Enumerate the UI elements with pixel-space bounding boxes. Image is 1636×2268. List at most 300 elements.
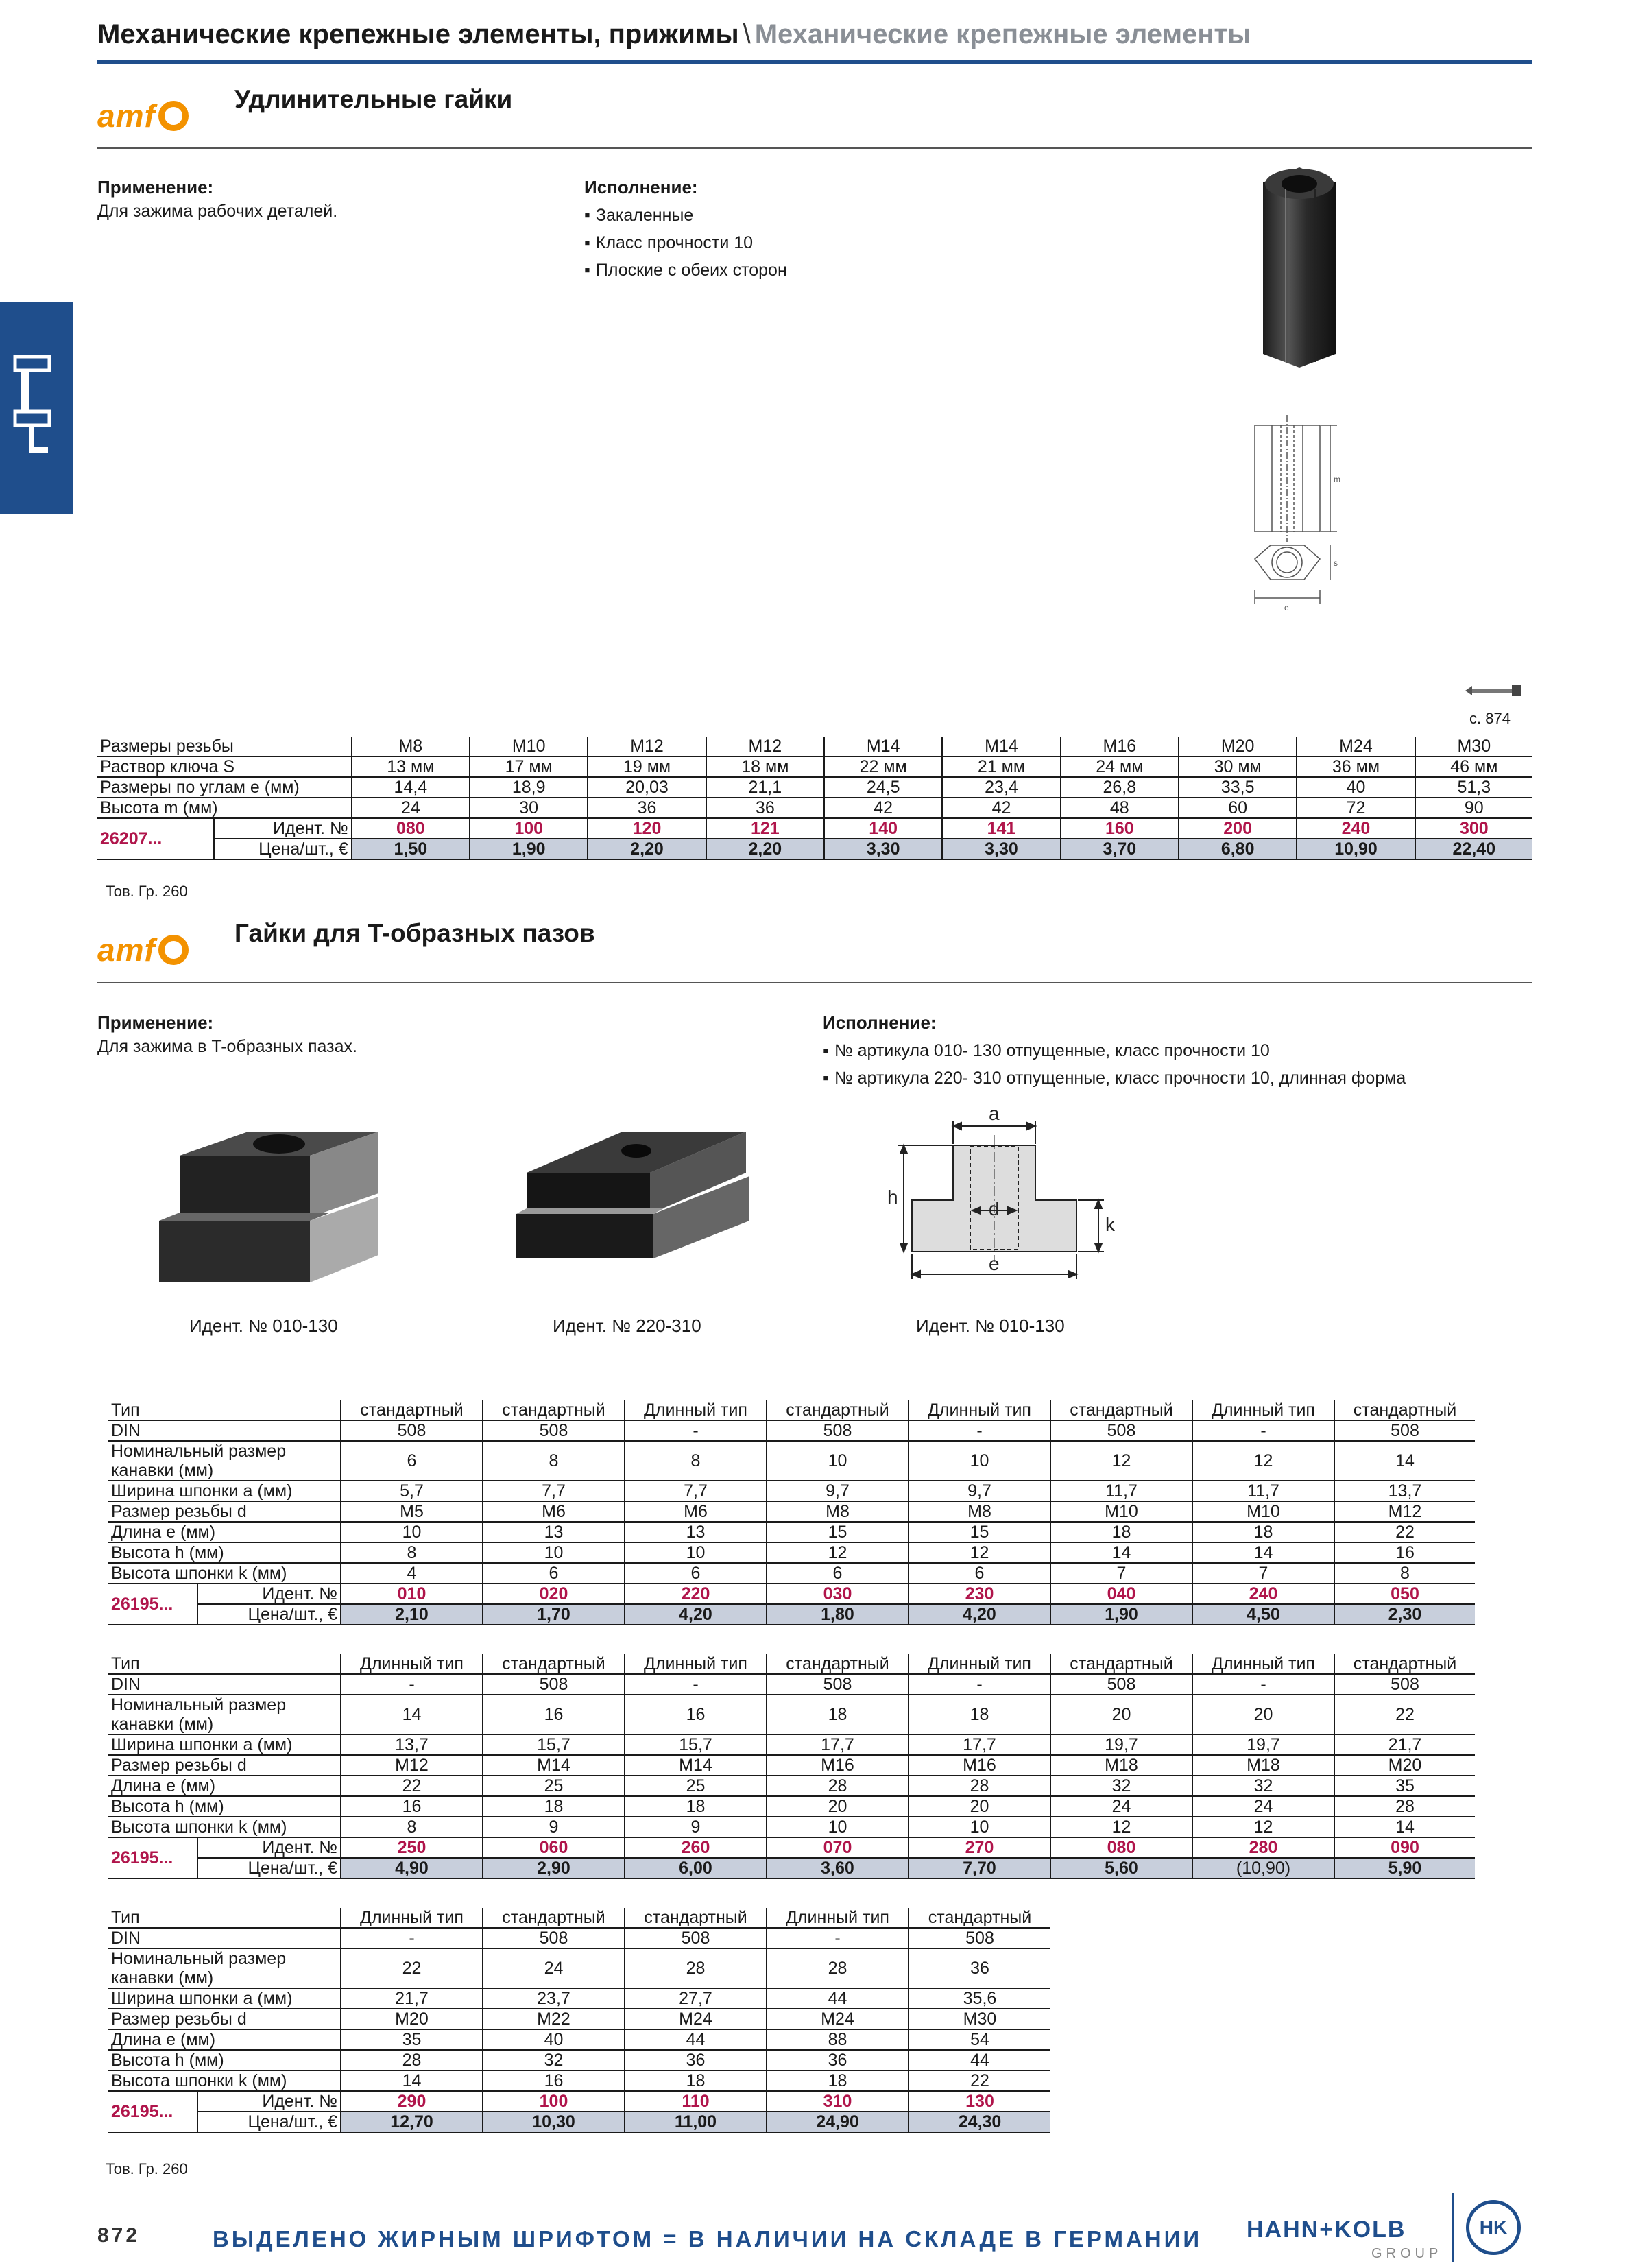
ident-label: Идент. № [214, 818, 351, 839]
hk-emblem: HK [1466, 2200, 1521, 2255]
table-cell: 8 [1334, 1563, 1475, 1584]
table-cell: 508 [483, 1420, 625, 1441]
ident-label: Идент. № [197, 1837, 341, 1858]
price-value: (10,90) [1192, 1858, 1334, 1878]
ident-number: 240 [1297, 818, 1415, 839]
table-cell: 54 [909, 2029, 1050, 2050]
table-cell: 24 [1192, 1796, 1334, 1817]
table-cell: M10 [470, 737, 588, 756]
ident-number: 040 [1050, 1584, 1192, 1604]
s2-application-text: Для зажима в T-образных пазах. [97, 1037, 357, 1056]
table-cell: 19 мм [588, 756, 706, 777]
table-cell: M14 [942, 737, 1060, 756]
row-label: Номинальный размер канавки (мм) [108, 1695, 341, 1734]
table-cell: 508 [767, 1420, 909, 1441]
price-value: 3,60 [767, 1858, 909, 1878]
ident-row [108, 1584, 1475, 1604]
table-cell: 24 мм [1061, 756, 1179, 777]
table-cell: 9 [483, 1817, 625, 1837]
row-label: Высота h (мм) [108, 1796, 341, 1817]
row-label: Длина e (мм) [108, 2029, 341, 2050]
table-cell: 16 [625, 1695, 767, 1734]
header-subtitle: Механические крепежные элементы [754, 19, 1251, 49]
table-cell: Длинный тип [909, 1654, 1050, 1674]
table-cell: M24 [625, 2009, 767, 2029]
table-cell: M14 [824, 737, 942, 756]
ident-number: 060 [483, 1837, 625, 1858]
table-cell: 36 [706, 798, 824, 818]
table-cell: 13 [483, 1522, 625, 1542]
table-cell: 28 [1334, 1796, 1475, 1817]
table-cell: 88 [767, 2029, 909, 2050]
table-row [108, 2009, 1050, 2029]
table-cell: 24 [1050, 1796, 1192, 1817]
table-cell: стандартный [767, 1400, 909, 1420]
ident-number: 220 [625, 1584, 767, 1604]
table-cell: 35,6 [909, 1988, 1050, 2009]
ident-number: 100 [470, 818, 588, 839]
table-cell: 10 [909, 1441, 1050, 1481]
table-row [97, 756, 1532, 777]
table-cell: Длинный тип [767, 1908, 909, 1928]
ident-number: 130 [909, 2091, 1050, 2112]
ident-number: 010 [341, 1584, 483, 1604]
row-label: Номинальный размер канавки (мм) [108, 1948, 341, 1988]
row-label: Ширина шпонки a (мм) [108, 1481, 341, 1501]
price-value: 4,20 [909, 1604, 1050, 1625]
t-slot-nut-table-2 [108, 1654, 1475, 1879]
diagram-label-s: s [1334, 558, 1338, 568]
table-row [108, 1654, 1475, 1674]
table-cell: M18 [1192, 1755, 1334, 1776]
price-value: 11,00 [625, 2112, 767, 2132]
caption-photo-1: Идент. № 010-130 [189, 1315, 338, 1336]
table-row [97, 777, 1532, 798]
table-cell: 42 [824, 798, 942, 818]
table-cell: 32 [1050, 1776, 1192, 1796]
table-cell: 9,7 [909, 1481, 1050, 1501]
table-cell: 9 [625, 1817, 767, 1837]
table-cell: 508 [341, 1420, 483, 1441]
table-cell: M12 [1334, 1501, 1475, 1522]
table-cell: 36 мм [1297, 756, 1415, 777]
ident-number: 300 [1415, 818, 1532, 839]
diagram-label-e: e [989, 1253, 1000, 1274]
price-value: 2,90 [483, 1858, 625, 1878]
table-cell: 508 [483, 1928, 625, 1948]
table-cell: M20 [1334, 1755, 1475, 1776]
price-value: 1,70 [483, 1604, 625, 1625]
article-code: 26195... [108, 1837, 197, 1878]
price-value: 10,90 [1297, 839, 1415, 859]
row-label: Размер резьбы d [108, 1755, 341, 1776]
price-value: 6,00 [625, 1858, 767, 1878]
table-cell: 508 [909, 1928, 1050, 1948]
row-label: Длина e (мм) [108, 1522, 341, 1542]
price-value: 2,20 [588, 839, 706, 859]
table-cell: 8 [625, 1441, 767, 1481]
table-cell: 10 [767, 1441, 909, 1481]
table-row [108, 1928, 1050, 1948]
table-row [108, 1908, 1050, 1928]
coupling-nut-table [97, 737, 1532, 860]
caption-photo-2: Идент. № 220-310 [553, 1315, 701, 1336]
table-cell: 19,7 [1192, 1734, 1334, 1755]
table-cell: - [909, 1674, 1050, 1695]
row-label: Тип [108, 1400, 341, 1420]
table-cell: 508 [1334, 1420, 1475, 1441]
price-value: 12,70 [341, 2112, 483, 2132]
row-label: DIN [108, 1674, 341, 1695]
ident-number: 080 [352, 818, 470, 839]
table-cell: Длинный тип [1192, 1654, 1334, 1674]
list-item: ▪ № артикула 010- 130 отпущенные, класс прочности 10 [823, 1037, 1406, 1064]
table-cell: Длинный тип [341, 1908, 483, 1928]
table-cell: 44 [625, 2029, 767, 2050]
table-cell: 25 [625, 1776, 767, 1796]
table-cell: M30 [1415, 737, 1532, 756]
table-cell: 51,3 [1415, 777, 1532, 798]
row-label: Ширина шпонки a (мм) [108, 1734, 341, 1755]
table-cell: 72 [1297, 798, 1415, 818]
price-value: 5,90 [1334, 1858, 1475, 1878]
section1-title: Удлинительные гайки [234, 85, 513, 113]
price-label: Цена/шт., € [197, 1858, 341, 1878]
list-item: ▪ Плоские с обеих сторон [584, 256, 787, 284]
table-cell: - [625, 1420, 767, 1441]
row-label: Высота шпонки k (мм) [108, 1817, 341, 1837]
price-value: 4,20 [625, 1604, 767, 1625]
table-cell: 18 [483, 1796, 625, 1817]
price-label: Цена/шт., € [214, 839, 351, 859]
table-row [108, 1796, 1475, 1817]
price-value: 1,80 [767, 1604, 909, 1625]
table-cell: 6 [341, 1441, 483, 1481]
table-cell: - [1192, 1674, 1334, 1695]
row-label: Высота шпонки k (мм) [108, 1563, 341, 1584]
amf-logo: amf [97, 931, 189, 968]
table-cell: 36 [909, 1948, 1050, 1988]
table-cell: 18 [625, 2070, 767, 2091]
table-cell: 18 [1050, 1522, 1192, 1542]
row-label: Высота h (мм) [108, 2050, 341, 2070]
section2-title: Гайки для T-образных пазов [234, 919, 595, 947]
ident-number: 240 [1192, 1584, 1334, 1604]
table-cell: 44 [909, 2050, 1050, 2070]
row-label: Размеры по углам e (мм) [97, 777, 352, 798]
table-cell: - [909, 1420, 1050, 1441]
table-cell: 12 [1050, 1441, 1192, 1481]
table-cell: 35 [1334, 1776, 1475, 1796]
t-slot-nut-table-1 [108, 1400, 1475, 1625]
table-cell: 40 [483, 2029, 625, 2050]
table-cell: M16 [1061, 737, 1179, 756]
price-value: 3,70 [1061, 839, 1179, 859]
table-cell: 8 [483, 1441, 625, 1481]
table-cell: 18,9 [470, 777, 588, 798]
ident-number: 110 [625, 2091, 767, 2112]
table-cell: 24 [483, 1948, 625, 1988]
table-row [108, 1734, 1475, 1755]
hahn-kolb-group: GROUP [1371, 2246, 1443, 2261]
table-cell: 8 [341, 1542, 483, 1563]
table-row [108, 2070, 1050, 2091]
table-cell: 15 [767, 1522, 909, 1542]
table-row [108, 2050, 1050, 2070]
table-cell: 4 [341, 1563, 483, 1584]
table-cell: M6 [625, 1501, 767, 1522]
table-cell: 14 [341, 1695, 483, 1734]
price-value: 7,70 [909, 1858, 1050, 1878]
hahn-kolb-logo: HAHN+KOLB [1247, 2217, 1406, 2243]
table-cell: 7,7 [483, 1481, 625, 1501]
table-cell: 10 [909, 1817, 1050, 1837]
table-cell: M8 [767, 1501, 909, 1522]
table-cell: 22 мм [824, 756, 942, 777]
t-slot-nut-photo [152, 1125, 392, 1289]
footer-divider [1452, 2193, 1454, 2262]
table-cell: 17,7 [909, 1734, 1050, 1755]
table-cell: 12 [1192, 1441, 1334, 1481]
page-reference[interactable]: с. 874 [1469, 710, 1511, 727]
header-separator: \ [743, 19, 751, 49]
table-cell: 28 [341, 2050, 483, 2070]
table-row [108, 1441, 1475, 1481]
table-cell: 6 [483, 1563, 625, 1584]
table-cell: M18 [1050, 1755, 1192, 1776]
table-cell: 60 [1179, 798, 1297, 818]
table-cell: - [1192, 1420, 1334, 1441]
table-cell: M30 [909, 2009, 1050, 2029]
row-label: Размеры резьбы [97, 737, 352, 756]
table-cell: M22 [483, 2009, 625, 2029]
table-cell: 24,5 [824, 777, 942, 798]
table-cell: 6 [625, 1563, 767, 1584]
table-cell: 13,7 [1334, 1481, 1475, 1501]
table-cell: 16 [483, 1695, 625, 1734]
table-cell: 5,7 [341, 1481, 483, 1501]
table-cell: M12 [588, 737, 706, 756]
table-cell: 508 [625, 1928, 767, 1948]
ident-number: 141 [942, 818, 1060, 839]
table-cell: 20 [1192, 1695, 1334, 1734]
s1-product-group: Тов. Гр. 260 [106, 883, 188, 900]
table-cell: 36 [625, 2050, 767, 2070]
ident-number: 250 [341, 1837, 483, 1858]
table-cell: M5 [341, 1501, 483, 1522]
table-cell: M10 [1192, 1501, 1334, 1522]
s1-execution-list [584, 202, 787, 284]
table-cell: 18 мм [706, 756, 824, 777]
table-cell: 28 [767, 1948, 909, 1988]
table-cell: 32 [1192, 1776, 1334, 1796]
table-cell: M14 [625, 1755, 767, 1776]
article-code: 26195... [108, 1584, 197, 1625]
s2-product-group: Тов. Гр. 260 [106, 2160, 188, 2177]
price-value: 2,30 [1334, 1604, 1475, 1625]
ident-number: 120 [588, 818, 706, 839]
table-row [97, 737, 1532, 756]
table-row [108, 1776, 1475, 1796]
table-cell: M16 [909, 1755, 1050, 1776]
table-cell: Длинный тип [909, 1400, 1050, 1420]
table-row [108, 1563, 1475, 1584]
s1-execution-label: Исполнение: [584, 177, 698, 198]
clamp-icon [0, 302, 73, 514]
table-cell: 14 [1192, 1542, 1334, 1563]
table-cell: 33,5 [1179, 777, 1297, 798]
row-label: Размер резьбы d [108, 2009, 341, 2029]
page-number: 872 [97, 2224, 141, 2247]
table-cell: 44 [767, 1988, 909, 2009]
price-value: 10,30 [483, 2112, 625, 2132]
diagram-label-a: a [989, 1103, 1000, 1124]
ident-number: 230 [909, 1584, 1050, 1604]
table-cell: стандартный [1050, 1400, 1192, 1420]
table-cell: 16 [483, 2070, 625, 2091]
amf-logo: amf [97, 97, 189, 134]
coupling-nut-photo [1248, 162, 1351, 374]
table-cell: 8 [341, 1817, 483, 1837]
t-slot-nut-drawing [885, 1097, 1131, 1303]
diagram-label-h: h [887, 1186, 898, 1208]
ident-number: 100 [483, 2091, 625, 2112]
table-cell: - [767, 1928, 909, 1948]
price-label: Цена/шт., € [197, 2112, 341, 2132]
table-cell: 28 [625, 1948, 767, 1988]
chapter-tab[interactable] [0, 302, 73, 514]
table-cell: 28 [767, 1776, 909, 1796]
table-cell: M20 [1179, 737, 1297, 756]
price-value: 2,20 [706, 839, 824, 859]
table-cell: 10 [767, 1817, 909, 1837]
table-cell: 36 [588, 798, 706, 818]
price-value: 4,90 [341, 1858, 483, 1878]
header-rule [97, 60, 1532, 64]
table-cell: стандартный [1050, 1654, 1192, 1674]
table-cell: 18 [625, 1796, 767, 1817]
table-cell: 9,7 [767, 1481, 909, 1501]
table-cell: 23,4 [942, 777, 1060, 798]
table-cell: 11,7 [1050, 1481, 1192, 1501]
row-label: DIN [108, 1928, 341, 1948]
table-row [108, 1542, 1475, 1563]
table-cell: 28 [909, 1776, 1050, 1796]
table-row [108, 1501, 1475, 1522]
row-label: Тип [108, 1908, 341, 1928]
table-cell: стандартный [1334, 1400, 1475, 1420]
table-cell: 20,03 [588, 777, 706, 798]
price-value: 1,90 [1050, 1604, 1192, 1625]
s1-application-text: Для зажима рабочих деталей. [97, 202, 338, 221]
s2-execution-list [823, 1037, 1406, 1092]
price-value: 1,90 [470, 839, 588, 859]
ident-number: 030 [767, 1584, 909, 1604]
list-item: ▪ № артикула 220- 310 отпущенные, класс прочности 10, длинная форма [823, 1064, 1406, 1092]
table-cell: 13,7 [341, 1734, 483, 1755]
table-row [108, 1400, 1475, 1420]
table-cell: стандартный [767, 1654, 909, 1674]
table-cell: 508 [1334, 1674, 1475, 1695]
table-cell: 42 [942, 798, 1060, 818]
table-cell: 15,7 [483, 1734, 625, 1755]
table-row [108, 1481, 1475, 1501]
table-cell: 7,7 [625, 1481, 767, 1501]
price-value: 22,40 [1415, 839, 1532, 859]
table-cell: 48 [1061, 798, 1179, 818]
table-cell: 11,7 [1192, 1481, 1334, 1501]
table-cell: 14,4 [352, 777, 470, 798]
diagram-label-k: k [1105, 1214, 1115, 1235]
section2-rule [97, 982, 1532, 983]
table-cell: 10 [625, 1542, 767, 1563]
table-cell: 22 [1334, 1522, 1475, 1542]
table-cell: стандартный [483, 1400, 625, 1420]
table-cell: 22 [1334, 1695, 1475, 1734]
list-item: ▪ Закаленные [584, 202, 787, 229]
row-label: Тип [108, 1654, 341, 1674]
table-cell: 6 [767, 1563, 909, 1584]
table-cell: 30 мм [1179, 756, 1297, 777]
row-label: Высота шпонки k (мм) [108, 2070, 341, 2091]
table-cell: 27,7 [625, 1988, 767, 2009]
diagram-label-e: e [1284, 603, 1289, 612]
table-cell: стандартный [483, 1654, 625, 1674]
ident-number: 090 [1334, 1837, 1475, 1858]
price-value: 24,30 [909, 2112, 1050, 2132]
table-cell: 508 [1050, 1420, 1192, 1441]
article-code: 26207... [97, 818, 214, 859]
row-label: Размер резьбы d [108, 1501, 341, 1522]
diagram-label-m: m [1334, 475, 1340, 484]
row-label: Высота m (мм) [97, 798, 352, 818]
caption-drawing: Идент. № 010-130 [916, 1315, 1065, 1336]
table-cell: 25 [483, 1776, 625, 1796]
table-row [108, 1674, 1475, 1695]
table-cell: 21,7 [1334, 1734, 1475, 1755]
price-label: Цена/шт., € [197, 1604, 341, 1625]
table-cell: стандартный [625, 1908, 767, 1928]
table-cell: M16 [767, 1755, 909, 1776]
table-cell: 20 [909, 1796, 1050, 1817]
table-cell: 10 [341, 1522, 483, 1542]
table-cell: 15,7 [625, 1734, 767, 1755]
table-cell: Длинный тип [625, 1400, 767, 1420]
table-cell: Длинный тип [625, 1654, 767, 1674]
table-cell: 30 [470, 798, 588, 818]
table-cell: 24 [352, 798, 470, 818]
price-row [108, 1858, 1475, 1878]
table-cell: стандартный [483, 1908, 625, 1928]
bolt-icon [1464, 682, 1526, 699]
ident-number: 070 [767, 1837, 909, 1858]
price-row [108, 1604, 1475, 1625]
table-cell: 36 [767, 2050, 909, 2070]
price-row [97, 839, 1532, 859]
table-cell: M14 [483, 1755, 625, 1776]
price-value: 24,90 [767, 2112, 909, 2132]
table-cell: 12 [1050, 1817, 1192, 1837]
table-cell: 22 [341, 1948, 483, 1988]
table-cell: 16 [1334, 1542, 1475, 1563]
table-cell: M8 [352, 737, 470, 756]
row-label: Высота h (мм) [108, 1542, 341, 1563]
table-cell: 90 [1415, 798, 1532, 818]
table-cell: 19,7 [1050, 1734, 1192, 1755]
table-cell: 12 [909, 1542, 1050, 1563]
price-row [108, 2112, 1050, 2132]
list-item: ▪ Класс прочности 10 [584, 229, 787, 256]
